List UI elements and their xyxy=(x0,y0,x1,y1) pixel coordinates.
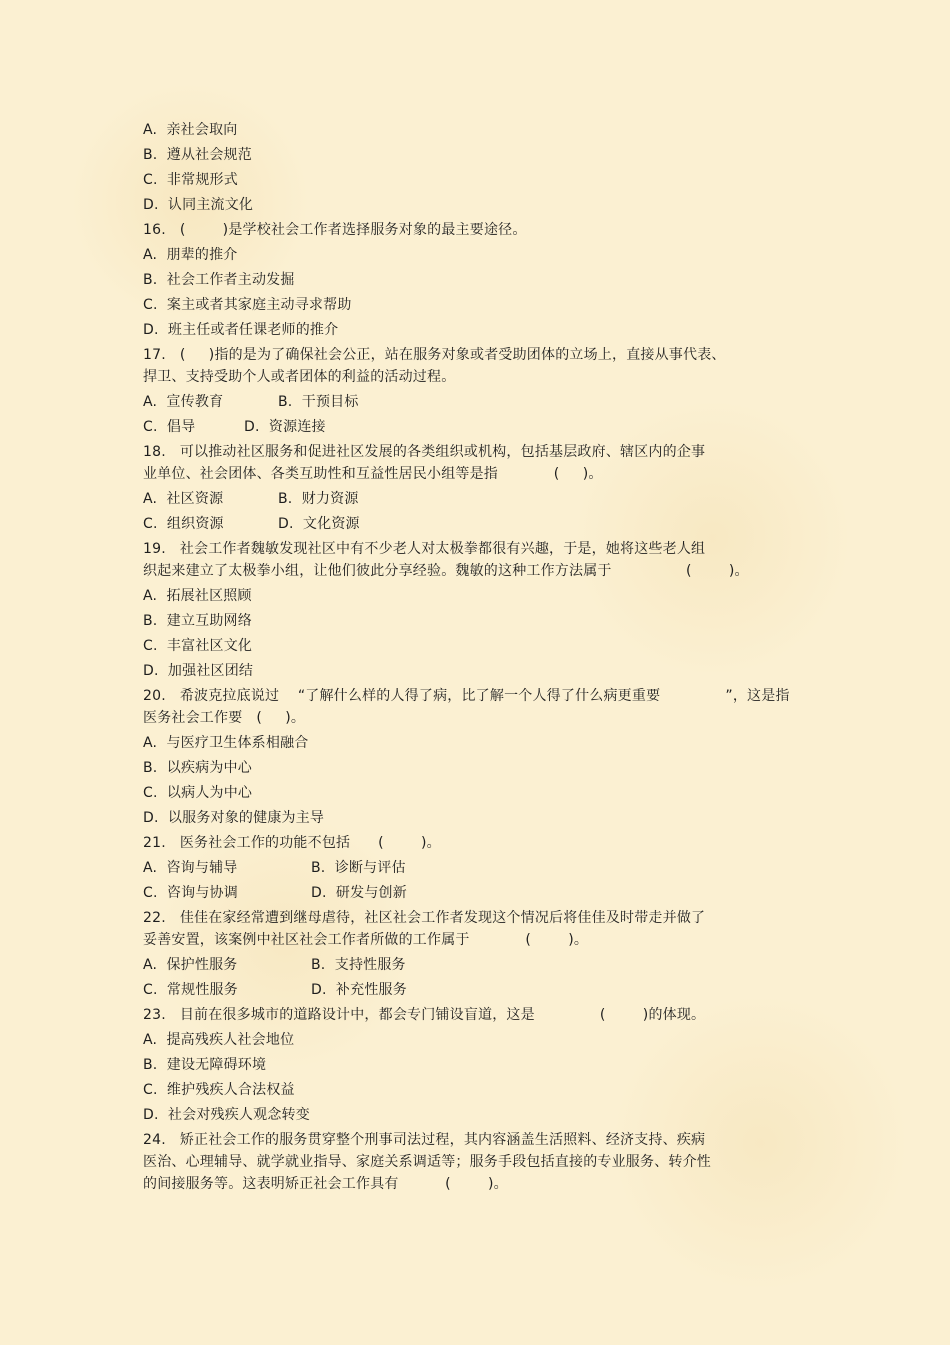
question-24-stem-cont: 的间接服务等。这表明矫正社会工作具有 ( )。 xyxy=(143,1176,508,1192)
option-row xyxy=(143,883,823,908)
option-line: C. 案主或者其家庭主动寻求帮助 xyxy=(143,297,352,313)
question-20-stem-cont: 医务社会工作要 ( )。 xyxy=(143,710,306,726)
option-line: C. 维护残疾人合法权益 xyxy=(143,1082,295,1098)
option-row xyxy=(143,955,823,980)
option-line: D. 认同主流文化 xyxy=(143,197,254,213)
option-row xyxy=(143,980,823,1005)
option-line: D. 以服务对象的健康为主导 xyxy=(143,810,325,826)
option-line: A. 亲社会取向 xyxy=(143,122,238,138)
option-line: B. 建立互助网络 xyxy=(143,613,252,629)
option-row xyxy=(143,489,823,514)
option-d: D. 补充性服务 xyxy=(311,982,407,998)
option-row xyxy=(143,392,823,417)
option-line: D. 社会对残疾人观念转变 xyxy=(143,1107,310,1123)
option-a: A. 社区资源 xyxy=(143,491,224,507)
option-b: B. 诊断与评估 xyxy=(311,860,406,876)
option-b: B. 支持性服务 xyxy=(311,957,406,973)
question-19-stem-cont: 织起来建立了太极拳小组，让他们彼此分享经验。魏敏的这种工作方法属于 ( )。 xyxy=(143,563,749,579)
option-line: D. 班主任或者任课老师的推介 xyxy=(143,322,339,338)
option-a: A. 宣传教育 xyxy=(143,394,224,410)
option-b: B. 干预目标 xyxy=(278,394,359,410)
question-21-stem: 21. 医务社会工作的功能不包括 ( )。 xyxy=(143,835,441,851)
option-line: A. 与医疗卫生体系相融合 xyxy=(143,735,309,751)
option-line: C. 丰富社区文化 xyxy=(143,638,253,654)
option-line: A. 提高残疾人社会地位 xyxy=(143,1032,295,1048)
exam-page xyxy=(143,120,823,1199)
option-row xyxy=(143,858,823,883)
question-24-stem-cont: 医治、心理辅导、就学就业指导、家庭关系调适等；服务手段包括直接的专业服务、转介性 xyxy=(143,1154,711,1170)
option-line: A. 朋辈的推介 xyxy=(143,247,238,263)
option-c: C. 咨询与协调 xyxy=(143,885,238,901)
option-d: D. 资源连接 xyxy=(244,419,326,435)
option-d: D. 研发与创新 xyxy=(311,885,407,901)
question-20-stem: 20. 希波克拉底说过 “了解什么样的人得了病，比了解一个人得了什么病更重要 ”，这是指 xyxy=(143,688,790,704)
question-16-stem: 16. ( )是学校社会工作者选择服务对象的最主要途径。 xyxy=(143,222,527,238)
option-c: C. 常规性服务 xyxy=(143,982,238,998)
option-c: C. 倡导 xyxy=(143,419,196,435)
option-b: B. 财力资源 xyxy=(278,491,359,507)
question-17-stem: 17. ( )指的是为了确保社会公正，站在服务对象或者受助团体的立场上，直接从事代表、 xyxy=(143,347,726,363)
option-line: D. 加强社区团结 xyxy=(143,663,254,679)
option-row xyxy=(143,514,823,539)
question-18-stem-cont: 业单位、社会团体、各类互助性和互益性居民小组等是指 ( )。 xyxy=(143,466,603,482)
option-line: C. 以病人为中心 xyxy=(143,785,253,801)
option-a: A. 保护性服务 xyxy=(143,957,238,973)
option-line: B. 遵从社会规范 xyxy=(143,147,252,163)
option-row xyxy=(143,417,823,442)
question-22-stem: 22. 佳佳在家经常遭到继母虐待，社区社会工作者发现这个情况后将佳佳及时带走并做了 xyxy=(143,910,706,926)
option-line: B. 社会工作者主动发掘 xyxy=(143,272,295,288)
option-c: C. 组织资源 xyxy=(143,516,224,532)
option-line: C. 非常规形式 xyxy=(143,172,238,188)
question-23-stem: 23. 目前在很多城市的道路设计中，都会专门铺设盲道，这是 ( )的体现。 xyxy=(143,1007,706,1023)
question-22-stem-cont: 妥善安置，该案例中社区社会工作者所做的工作属于 ( )。 xyxy=(143,932,589,948)
option-line: B. 以疾病为中心 xyxy=(143,760,252,776)
question-24-stem: 24. 矫正社会工作的服务贯穿整个刑事司法过程，其内容涵盖生活照料、经济支持、疾病 xyxy=(143,1132,706,1148)
question-18-stem: 18. 可以推动社区服务和促进社区发展的各类组织或机构，包括基层政府、辖区内的企事 xyxy=(143,444,706,460)
option-d: D. 文化资源 xyxy=(278,516,360,532)
option-line: B. 建设无障碍环境 xyxy=(143,1057,267,1073)
option-line: A. 拓展社区照顾 xyxy=(143,588,252,604)
option-a: A. 咨询与辅导 xyxy=(143,860,238,876)
question-19-stem: 19. 社会工作者魏敏发现社区中有不少老人对太极拳都很有兴趣，于是，她将这些老人组 xyxy=(143,541,706,557)
question-17-stem-cont: 捍卫、支持受助个人或者团体的利益的活动过程。 xyxy=(143,369,456,385)
